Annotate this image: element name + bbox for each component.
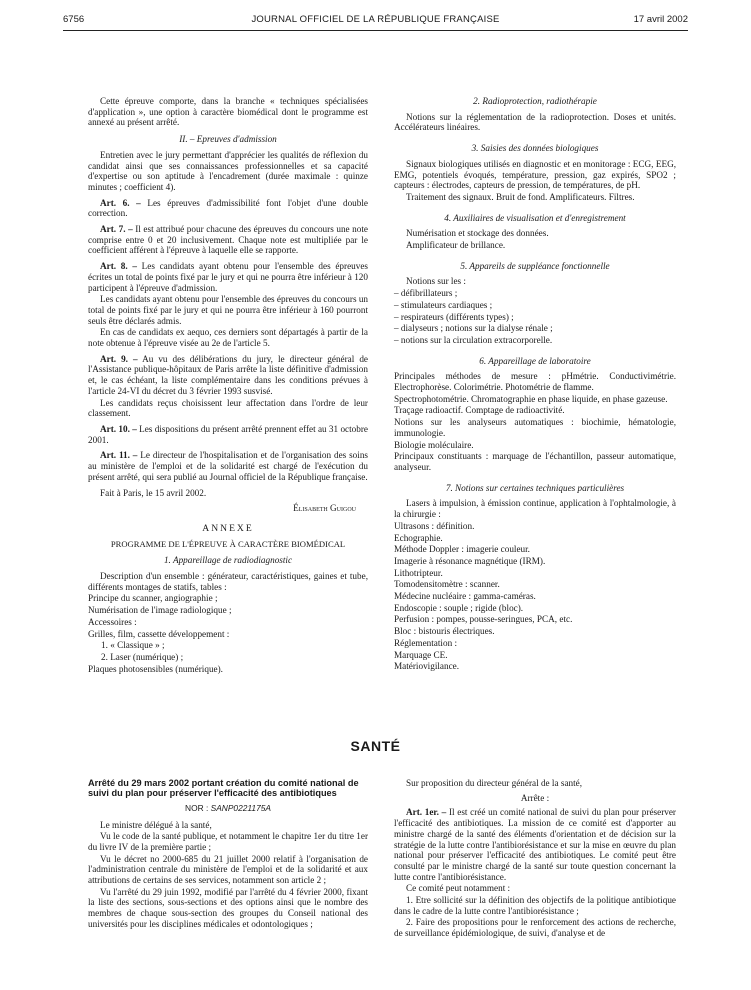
- left-column-bottom: [88, 778, 368, 931]
- list-item: Principaux constituants : marquage de l'échantillon, passeur automatique, analyseur.: [394, 451, 676, 472]
- list-item: – défibrillateurs ;: [394, 288, 458, 299]
- article-text: Il est créé un comité national de suivi du plan pour préserver l'efficacité des antibiotiques. La mission de ce comité est d'apporter au ministre chargé de la santé des éléments d'orientation et de décision sur la stratégie de la lutte contre l'antibiorésistance et sur la mise en œuvre du plan national pour préserver l'efficacité des antibiotiques. Le comité peut être consulté par le ministre chargé de la santé sur toute question concernant la lutte contre l'antibiorésistance.: [394, 807, 676, 882]
- article-label: Art. 7. –: [100, 224, 133, 235]
- article-text: Les candidats ayant obtenu pour l'ensemble des épreuves écrites un total de points fixé par le jury et qui ne pourra être inférieur à 120 participent à l'épreuve d'admission.: [88, 261, 368, 293]
- paragraph: Traitement des signaux. Bruit de fond. Amplificateurs. Filtres.: [406, 191, 635, 202]
- list-item: Grilles, film, cassette développement :: [88, 628, 230, 639]
- paragraph: Notions sur la réglementation de la radioprotection. Doses et unités. Accélérateurs linéaires.: [394, 111, 676, 133]
- paragraph: 2. Faire des propositions pour le renforcement des actions de recherche, de surveillance épidémiologique, de suivi, d'analyse et de: [394, 917, 676, 939]
- signature: Élisabeth Guigou: [293, 503, 356, 514]
- journal-title: JOURNAL OFFICIEL DE LA RÉPUBLIQUE FRANÇAISE: [251, 14, 500, 25]
- article-text: Les épreuves d'admissibilité font l'objet d'une double correction.: [88, 197, 368, 219]
- nor-reference: [88, 803, 368, 814]
- paragraph: Le ministre délégué à la santé,: [100, 819, 212, 830]
- list-item: Marquage CE.: [394, 649, 448, 660]
- publication-date: 17 avril 2002: [633, 14, 688, 25]
- right-column-top: [394, 96, 676, 673]
- paragraph: Ce comité peut notamment :: [406, 883, 511, 894]
- article-8: [88, 261, 368, 293]
- section-heading-6: 6. Appareillage de laboratoire: [479, 355, 591, 366]
- list-item: Biologie moléculaire.: [394, 439, 474, 450]
- list-item: – stimulateurs cardiaques ;: [394, 299, 493, 310]
- paragraph-entretien: Entretien avec le jury permettant d'apprécier les qualités de réflexion du candidat ainsi que ses connaissances professionnelles et sa capacité d'expertise ou son aptitude à l'encadrement (durée maximale : quinze minutes ; coefficient 4).: [88, 149, 368, 192]
- section-heading-5: 5. Appareils de suppléance fonctionnelle: [460, 260, 610, 271]
- arrete-label: Arrête :: [520, 792, 550, 803]
- list-item: Méthode Doppler : imagerie couleur.: [394, 544, 530, 555]
- list-item: Echographie.: [394, 532, 443, 543]
- list-item: – dialyseurs ; notions sur la dialyse rénale ;: [394, 323, 553, 334]
- section-heading-admission: II. – Epreuves d'admission: [179, 134, 277, 145]
- list-item: Principe du scanner, angiographie ;: [88, 593, 218, 604]
- article-label: Art. 1er. –: [406, 807, 447, 818]
- list-item: Accessoires :: [88, 616, 137, 627]
- list-item: Numérisation de l'image radiologique ;: [88, 605, 232, 616]
- nor-code: SANP0221175A: [210, 802, 271, 813]
- list-item: Lithotripteur.: [394, 567, 443, 578]
- list-item: – notions sur la circulation extracorporelle.: [394, 334, 553, 345]
- fait-a-paris: Fait à Paris, le 15 avril 2002.: [100, 487, 207, 498]
- article-9: [88, 354, 368, 397]
- list-item: Bloc : bistouris électriques.: [394, 626, 495, 637]
- paragraph: Notions sur les :: [406, 276, 466, 287]
- list-item: Spectrophotométrie. Chromatographie en phase liquide, en phase gazeuse.: [394, 393, 668, 404]
- list-item: Imagerie à résonance magnétique (IRM).: [394, 555, 546, 566]
- list-item: Médecine nucléaire : gamma-caméras.: [394, 591, 536, 602]
- paragraph: En cas de candidats ex aequo, ces derniers sont départagés à partir de la note obtenue à l'épreuve visée au 2e de l'article 5.: [88, 327, 368, 349]
- article-10: [88, 424, 368, 445]
- left-column-top: [88, 96, 368, 675]
- nor-label: NOR :: [185, 802, 211, 813]
- list-item: Principales méthodes de mesure : pHmétrie. Conductivimétrie. Electrophorèse. Colorimétrie. Photométrie de flamme.: [394, 371, 676, 393]
- list-item: Tomodensitomètre : scanner.: [394, 579, 500, 590]
- section-heading-4: 4. Auxiliaires de visualisation et d'enregistrement: [444, 212, 626, 223]
- article-text: Au vu des délibérations du jury, le directeur général de l'Assistance publique-hôpitaux de Paris arrête la liste définitive d'admission et, le cas échéant, la liste complémentaire dans les conditions prévues à l'article 24-VI du décret du 3 février 1993 susvisé.: [88, 353, 369, 396]
- paragraph: Signaux biologiques utilisés en diagnostic et en monitorage : ECG, EEG, EMG, potentiels évoqués, température, pression, gaz expirés, SPO2 ; capteurs : électrodes, capteurs de pression, de températures, de pH.: [394, 158, 676, 191]
- article-text: Le directeur de l'hospitalisation et de l'organisation des soins au ministère de l'emploi et de la solidarité est chargé de l'exécution du présent arrêté, qui sera publié au Journal officiel de la République française.: [88, 450, 368, 482]
- annexe-heading: ANNEXE: [202, 522, 254, 534]
- paragraph: 1. Etre sollicité sur la définition des objectifs de la politique antibiotique dans le cadre de la lutte contre l'antibiorésistance ;: [394, 895, 676, 916]
- paragraph: Description d'un ensemble : générateur, caractéristiques, gaines et tube, différents montages de statifs, tables :: [88, 571, 368, 592]
- list-item: Plaques photosensibles (numérique).: [88, 663, 223, 674]
- list-item: Réglementation :: [394, 637, 458, 648]
- section-heading-7: 7. Notions sur certaines techniques particulières: [445, 482, 625, 493]
- paragraph: Lasers à impulsion, à émission continue, application à l'ophtalmologie, à la chirurgie :: [394, 498, 676, 520]
- paragraph: Vu le code de la santé publique, et notamment le chapitre 1er du titre 1er du livre IV de la première partie ;: [88, 831, 368, 852]
- list-item: 2. Laser (numérique) ;: [101, 651, 184, 662]
- header-rule: [63, 30, 688, 31]
- article-1: [394, 807, 676, 882]
- section-heading-2: 2. Radioprotection, radiothérapie: [473, 96, 597, 106]
- list-item: – respirateurs (différents types) ;: [394, 311, 514, 322]
- article-text: Les dispositions du présent arrêté prennent effet au 31 octobre 2001.: [88, 423, 368, 445]
- paragraph: Amplificateur de brillance.: [406, 240, 506, 251]
- arrete-title: Arrêté du 29 mars 2002 portant création du comité national de suivi du plan pour préserver l'efficacité des antibiotiques: [88, 778, 359, 799]
- article-label: Art. 10. –: [100, 423, 137, 434]
- list-item: Traçage radioactif. Comptage de radioactivité.: [394, 405, 565, 416]
- section-heading-1: 1. Appareillage de radiodiagnostic: [163, 555, 293, 566]
- article-label: Art. 8. –: [100, 261, 137, 272]
- article-label: Art. 11. –: [100, 450, 138, 461]
- paragraph: Les candidats reçus choisissent leur affectation dans l'ordre de leur classement.: [88, 397, 368, 419]
- paragraph-intro: Cette épreuve comporte, dans la branche « techniques spécialisées d'application », une option à caractère biomédical dont le programme est annexé au présent arrêté.: [88, 96, 368, 128]
- right-column-bottom: [394, 778, 676, 940]
- section-heading-3: 3. Saisies des données biologiques: [471, 143, 599, 154]
- page-number: 6756: [63, 14, 85, 25]
- section-title-sante: SANTÉ: [350, 738, 401, 754]
- article-text: Il est attribué pour chacune des épreuves du concours une note comprise entre 0 et 20 inclusivement. Chaque note est multipliée par le coefficient afférent à l'épreuve à laquelle elle se rapporte.: [88, 224, 368, 256]
- paragraph: Sur proposition du directeur général de la santé,: [406, 778, 583, 788]
- paragraph: Vu le décret no 2000-685 du 21 juillet 2000 relatif à l'organisation de l'administration centrale du ministère de l'emploi et de la solidarité et aux attributions de certains de ses services, notamment son article 2 ;: [88, 853, 368, 886]
- list-item: Endoscopie : souple ; rigide (bloc).: [394, 602, 524, 613]
- annexe-subheading: PROGRAMME DE L'ÉPREUVE À CARACTÈRE BIOMÉDICAL: [110, 538, 346, 549]
- article-11: [88, 450, 368, 482]
- list-item: Perfusion : pompes, pousse-seringues, PCA, etc.: [394, 614, 573, 625]
- list-item: Ultrasons : définition.: [394, 520, 475, 531]
- paragraph: Numérisation et stockage des données.: [406, 228, 549, 239]
- page-header: [63, 14, 688, 30]
- article-6: [88, 198, 368, 219]
- paragraph: Les candidats ayant obtenu pour l'ensemble des épreuves du concours un total de points fixé par le jury et qui ne pourra être inférieur à 160 pourront seuls être déclarés admis.: [88, 294, 369, 326]
- article-label: Art. 6. –: [100, 197, 141, 208]
- paragraph: Vu l'arrêté du 29 juin 1992, modifié par l'arrêté du 4 février 2000, fixant la liste des sections, sous-sections et des options ainsi que le nombre des membres de chaque sous-section des groupes du Conseil national des universités pour les disciplines médicales et odontologiques ;: [88, 886, 368, 929]
- list-item: Matériovigilance.: [394, 661, 460, 672]
- article-7: [88, 224, 368, 256]
- list-item: 1. « Classique » ;: [101, 640, 165, 651]
- list-item: Notions sur les analyseurs automatiques : biochimie, hématologie, immunologie.: [394, 417, 676, 438]
- article-label: Art. 9. –: [100, 353, 138, 364]
